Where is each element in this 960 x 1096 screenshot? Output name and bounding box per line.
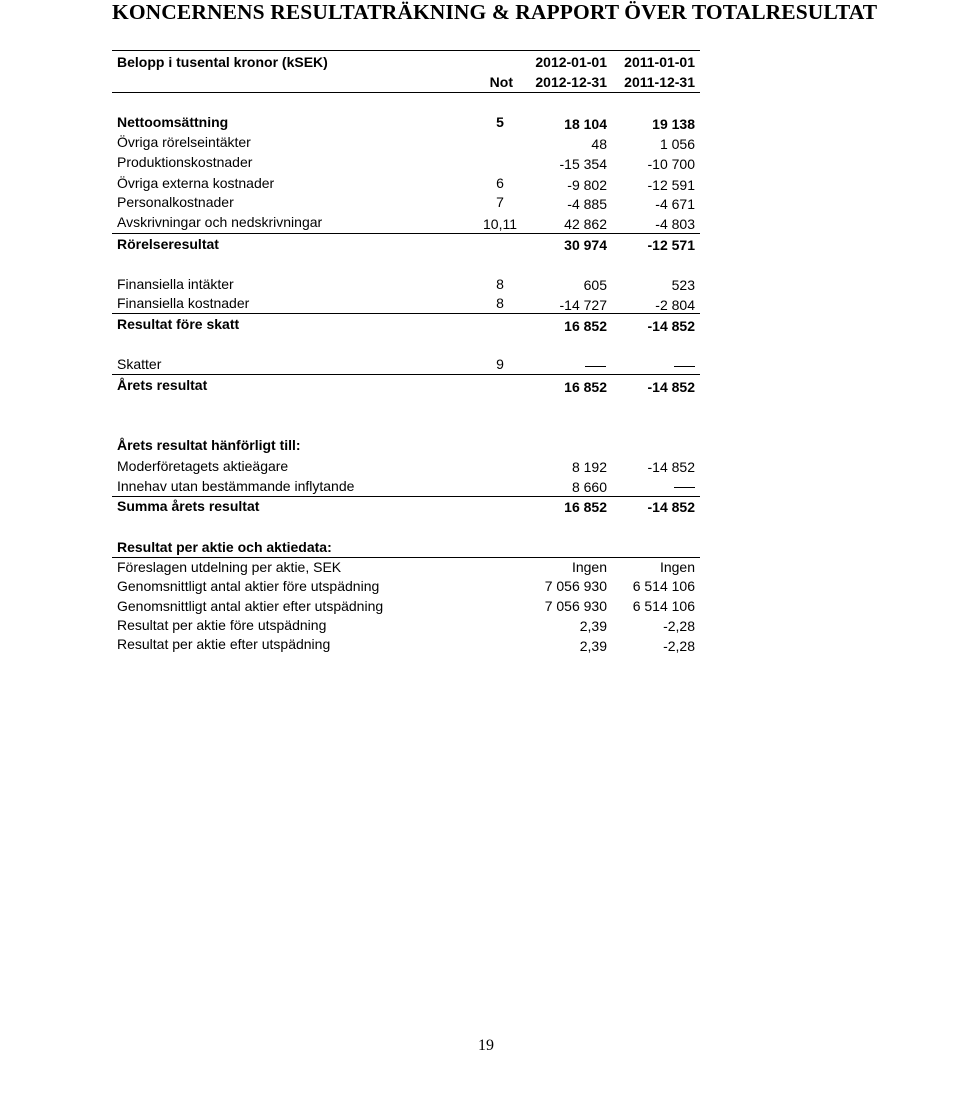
row-label: Produktionskostnader [117,154,253,170]
unit-label: Belopp i tusental kronor (kSEK) [117,54,328,70]
row-current-value: 8 192 [571,459,607,475]
row-prior-value: -4 803 [655,216,695,232]
row-prior-value: 1 056 [659,136,695,152]
nil-value-dash [674,487,695,488]
row-prior-value: -2,28 [663,638,695,654]
row-prior-value: 6 514 106 [632,578,695,594]
row-label: Nettoomsättning [117,114,229,130]
row-prior-value: -14 852 [647,318,695,334]
row-prior-value: -12 571 [647,237,695,253]
row-note: 9 [496,356,504,372]
row-label: Finansiella kostnader [117,295,250,311]
row-prior-value: -2 804 [655,297,695,313]
row-label: Moderföretagets aktieägare [117,458,289,474]
row-current-value: 2,39 [579,618,607,634]
row-prior-value: -10 700 [647,156,695,172]
row-current-value: 16 852 [564,499,607,515]
row-label: Innehav utan bestämmande inflytande [117,478,355,494]
row-current-value: -9 802 [567,177,607,193]
row-current-value: -4 885 [567,196,607,212]
row-prior-value: -2,28 [663,618,695,634]
row-current-value: 30 974 [564,237,607,253]
row-label: Övriga rörelseintäkter [117,134,251,150]
row-current-value: Ingen [571,559,607,575]
subtotal-rule [112,374,700,375]
row-prior-value: 523 [671,277,695,293]
row-current-value: 18 104 [564,116,607,132]
period-current-end: 2012-12-31 [535,74,607,90]
row-current-value: 7 056 930 [544,578,607,594]
row-label: Genomsnittligt antal aktier efter utspädning [117,598,384,614]
row-note: 7 [496,194,504,210]
row-label: Resultat före skatt [117,316,240,332]
page-title: KONCERNENS RESULTATRÄKNING & RAPPORT ÖVER TOTALRESULTAT [112,0,878,24]
row-current-value: -15 354 [559,156,607,172]
row-note: 5 [496,114,504,130]
period-prior-start: 2011-01-01 [624,54,695,70]
row-label: Finansiella intäkter [117,276,234,292]
subtotal-rule [112,313,700,314]
row-label: Resultat per aktie efter utspädning [117,636,331,652]
row-note: 6 [496,175,504,191]
row-prior-value: -14 852 [647,379,695,395]
not-column-header: Not [489,74,513,90]
period-prior-end: 2011-12-31 [624,74,695,90]
period-current-start: 2012-01-01 [535,54,607,70]
row-prior-value: 19 138 [652,116,695,132]
row-label: Avskrivningar och nedskrivningar [117,214,323,230]
per-share-heading: Resultat per aktie och aktiedata: [117,539,332,555]
attribution-heading: Årets resultat hänförligt till: [117,437,301,453]
row-label: Summa årets resultat [117,498,260,514]
row-label: Årets resultat [117,377,208,393]
row-prior-value: -14 852 [647,499,695,515]
row-label: Resultat per aktie före utspädning [117,617,327,633]
row-current-value: 605 [583,277,607,293]
row-note: 8 [496,276,504,292]
header-top-rule [112,50,700,51]
row-prior-value: -4 671 [655,196,695,212]
page-number: 19 [478,1037,494,1054]
row-current-value: 8 660 [571,479,607,495]
row-prior-value: -14 852 [647,459,695,475]
row-current-value: 2,39 [579,638,607,654]
row-label: Skatter [117,356,162,372]
row-note: 10,11 [483,216,517,232]
row-current-value: 16 852 [564,379,607,395]
row-label: Genomsnittligt antal aktier före utspädning [117,578,380,594]
row-current-value: 16 852 [564,318,607,334]
row-label: Föreslagen utdelning per aktie, SEK [117,559,342,575]
row-current-value: -14 727 [559,297,607,313]
row-prior-value: 6 514 106 [632,598,695,614]
row-note: 8 [496,295,504,311]
nil-value-dash [585,366,606,367]
row-prior-value: -12 591 [647,177,695,193]
nil-value-dash [674,366,695,367]
header-bottom-rule [112,92,700,93]
row-current-value: 7 056 930 [544,598,607,614]
row-label: Personalkostnader [117,194,234,210]
row-label: Övriga externa kostnader [117,175,275,191]
row-current-value: 48 [591,136,607,152]
subtotal-rule [112,233,700,234]
row-prior-value: Ingen [659,559,695,575]
row-label: Rörelseresultat [117,236,219,252]
row-current-value: 42 862 [564,216,607,232]
